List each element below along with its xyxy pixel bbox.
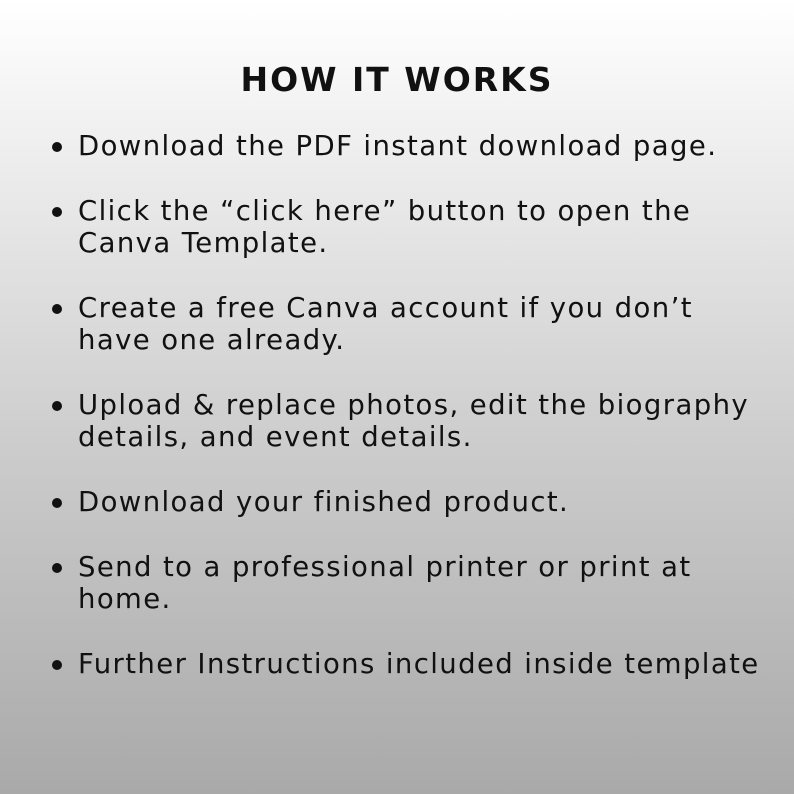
bullet-icon: [52, 207, 62, 217]
step-text: Further Instructions included inside template: [78, 648, 760, 680]
step-text: Download the PDF instant download page.: [78, 130, 718, 162]
step-text: Upload & replace photos, edit the biography details, and event details.: [78, 389, 750, 453]
step-text: Send to a professional printer or print at home.: [78, 551, 692, 615]
step-text: Click the “click here” button to open the Canva Template.: [78, 195, 692, 259]
step-edit-details: [52, 389, 772, 453]
steps-list: [52, 130, 772, 713]
step-text: Create a free Canva account if you don’t have one already.: [78, 292, 693, 356]
bullet-icon: [52, 142, 62, 152]
bullet-icon: [52, 498, 62, 508]
bullet-icon: [52, 563, 62, 573]
step-print: [52, 551, 772, 615]
bullet-icon: [52, 660, 62, 670]
step-create-account: [52, 292, 772, 356]
step-open-template: [52, 195, 772, 259]
step-further-instructions: [52, 648, 772, 680]
bullet-icon: [52, 401, 62, 411]
step-download-pdf: [52, 130, 772, 162]
page-title: HOW IT WORKS: [240, 60, 554, 99]
step-download-product: [52, 486, 772, 518]
step-text: Download your finished product.: [78, 486, 570, 518]
bullet-icon: [52, 304, 62, 314]
